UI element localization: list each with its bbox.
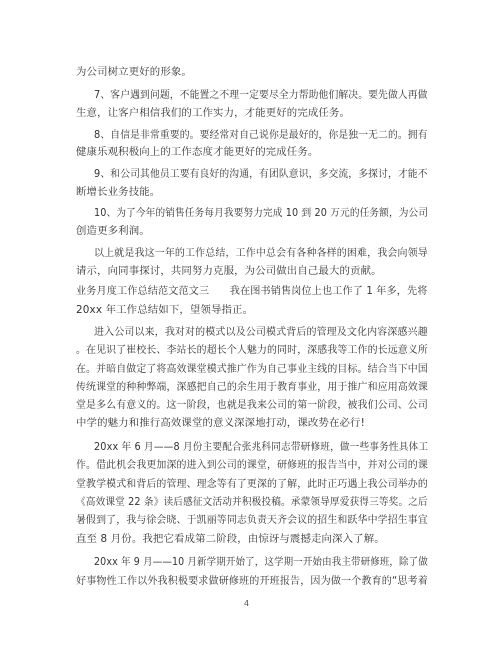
text-line: 生意，让客户相信我们的工作实力，才能更好的完成任务。 [76,107,351,119]
text-line: 8、自信是非常重要的。要经常对自己说你是最好的，你是独一无二的。拥有 [94,129,428,141]
text-line: 业务月度工作总结范文范文三 我在图书销售岗位上也工作了 1 年多，先将 [76,285,428,297]
text-line: 在。并暗自做定了将高效课堂模式推广作为自己事业主线的目标。结合当下中国 [76,363,428,375]
text-line: 为公司树立更好的形象。 [76,66,192,78]
text-line: 堂教学模式和背后的管理、理念等有了更深的了解，此时正巧遇上我公司举办的 [76,478,428,490]
text-line: 堂是多么有意义的。这一阶段，也就是我来公司的第一阶段，被我们公司、公司 [76,399,428,411]
text-line: 9、和公司其他员工要有良好的沟通，有团队意识，多交流，多探讨，才能不 [94,168,428,180]
text-line: 20xx 年工作总结如下，望领导指正。 [76,304,254,316]
text-line: 《高效课堂 22 条》读后感征文活动并积极投稿。承蒙领导厚爱获得三等奖。之后 [76,496,428,508]
text-line: 以上就是我这一年的工作总结，工作中总会有各种各样的困难，我会向领导 [94,247,428,259]
text-line: 暑假到了，我与徐会晓、于凯丽等同志负责天齐会议的招生和跃华中学招生事宜 [76,514,428,526]
text-line: 进入公司以来，我对对的模式以及公司模式背后的管理及文化内容深感兴趣 [94,326,428,338]
text-line: 直至 8 月份。我把它看成第二阶段，由惊讶与震撼走向深入了解。 [76,533,385,545]
text-line: 7、客户遇到问题，不能置之不理一定要尽全力帮助他们解决。要先做人再做 [94,89,428,101]
text-line: 好事物性工作以外我积极要求做研修班的开班报告，因为做一个教育的“思考着 [76,575,428,587]
text-line: 作。借此机会我更加深的进入到公司的课堂，研修班的报告当中，并对公司的课 [76,459,428,471]
text-line: 20xx 年 6 月——8 月份主要配合张兆科同志带研修班，做一些事务性具体工 [94,441,429,453]
text-line: 。在见识了崔校长、李站长的超长个人魅力的同时，深感我等工作的长远意义所 [76,344,428,356]
text-line: 中学的魅力和推行高效课堂的意义深深地打动，课改势在必行! [76,417,365,429]
page-number: 4 [244,599,250,608]
text-line: 断增长业务技能。 [76,186,161,198]
text-line: 10、为了今年的销售任务每月我要努力完成 10 到 20 万元的任务额，为公司 [94,207,429,219]
text-line: 创造更多利润。 [76,225,150,237]
text-line: 20xx 年 9 月——10 月新学期开始了，这学期一开始由我主带研修班，除了做 [94,556,428,568]
text-line: 健康乐观积极向上的工作态度才能更好的完成任务。 [76,146,319,158]
text-line: 请示，向同事探讨，共同努力克服，为公司做出自己最大的贡献。 [76,265,382,277]
text-line: 传统课堂的种种弊端，深感把自己的余生用于教育事业，用于推广和应用高效课 [76,381,428,393]
